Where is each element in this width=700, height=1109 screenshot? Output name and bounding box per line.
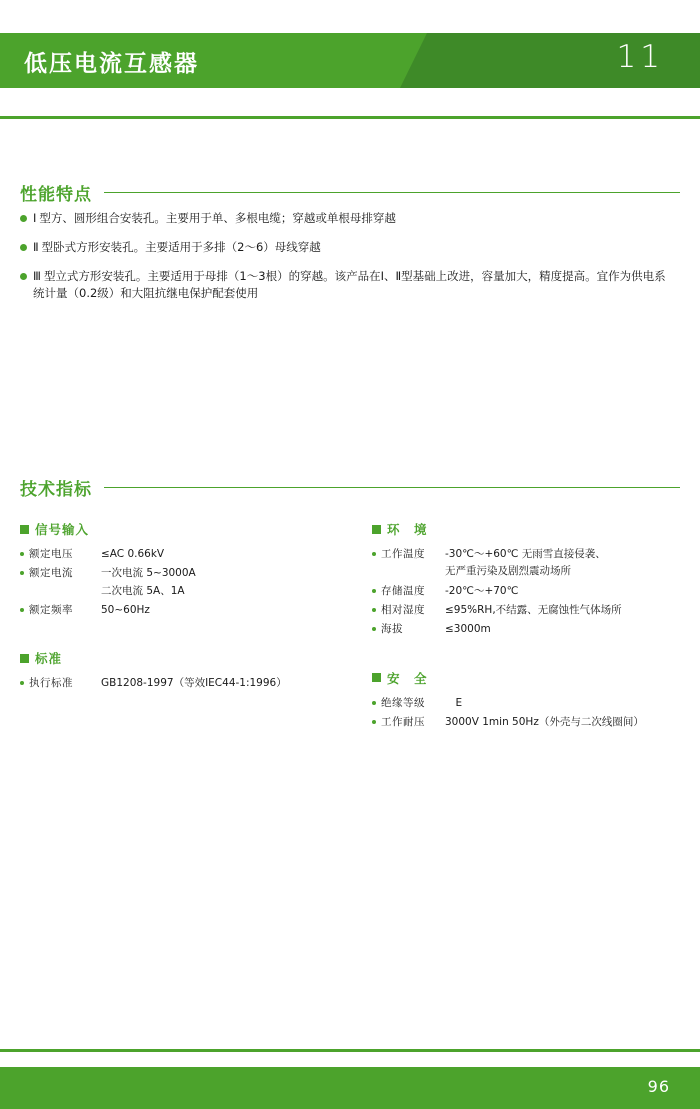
footer-divider [0,1049,700,1052]
list-item [20,268,670,304]
specs-right-column [372,520,682,753]
features-list [20,210,670,314]
square-marker-icon [20,525,29,534]
feature-body: 型立式方形安装孔。主要适用于母排（1～3根）的穿越。该产品在Ⅰ、Ⅱ型基础上改进，容量加大，精度提高。宜作为供电系统计量（0.2级）和大阻抗继电保护配套使用 [33,268,666,301]
features-heading-text: 性能特点 [20,185,92,205]
page-header [0,33,700,88]
spec-row [20,546,370,563]
specs-left-column [20,520,370,715]
spec-row [20,675,370,692]
bullet-dot-icon [372,608,376,612]
spec-value-line2: 二次电流 5A、1A [101,584,185,597]
spec-value: ≤95%RH,不结露、无腐蚀性气体场所 [445,603,622,616]
bullet-dot-icon [20,273,27,280]
spec-label: 相对湿度 [381,603,425,616]
bullet-dot-icon [372,552,376,556]
spec-label: 额定电流 [29,567,73,580]
spec-row [20,602,370,619]
spec-group-header [372,520,682,538]
feature-body: 型方、圆形组合安装孔。主要用于单、多根电缆；穿越或单根母排穿越 [39,211,396,225]
spec-value: GB1208-1997（等效IEC44-1:1996） [101,677,287,690]
list-item [20,239,670,257]
spec-label: 执行标准 [29,677,73,690]
feature-text [33,239,670,257]
spec-value-line1: 一次电流 5~3000A [101,567,196,580]
specs-section-heading [20,475,680,500]
feature-text [33,210,670,228]
feature-roman: Ⅱ [33,239,40,254]
spec-group-standard [20,649,370,692]
spec-group-name: 信号输入 [35,522,90,537]
bullet-dot-icon [372,627,376,631]
bullet-dot-icon [20,608,24,612]
page-title: 低压电流互感器 [24,51,199,77]
spec-label: 海拔 [381,623,403,636]
spec-value-line2: 无严重污染及剧烈震动场所 [445,565,571,578]
spec-label: 存储温度 [381,584,425,597]
bullet-dot-icon [20,552,24,556]
spec-value [445,546,682,581]
spec-value: -20℃～+70℃ [445,584,519,597]
features-heading-rule [104,192,680,193]
specs-heading-rule [104,487,680,488]
spec-group-header [20,649,370,667]
spec-group-header [20,520,370,538]
square-marker-icon [20,654,29,663]
bullet-dot-icon [372,720,376,724]
spec-row [372,602,682,619]
spec-label: 额定频率 [29,603,73,616]
header-divider [0,116,700,119]
spec-group-header [372,669,682,687]
spec-group-environment [372,520,682,639]
bullet-dot-icon [372,589,376,593]
spec-row [372,583,682,600]
spec-group-signal-input [20,520,370,619]
spec-row [372,546,682,581]
spec-value: E [445,696,463,709]
feature-roman: Ⅲ [33,268,42,283]
square-marker-icon [372,673,381,682]
spec-group-safety [372,669,682,732]
spec-value: ≤AC 0.66kV [101,548,165,560]
feature-roman: Ⅰ [33,211,38,225]
spec-value [101,565,370,600]
chapter-number: 11 [616,39,664,75]
spec-label: 绝缘等级 [381,696,425,709]
spec-row [372,695,682,712]
spec-value: 3000V 1min 50Hz（外壳与二次线圈间） [445,715,644,728]
bullet-dot-icon [372,701,376,705]
feature-body: 型卧式方形安装孔。主要适用于多排（2～6）母线穿越 [41,239,321,254]
page-number: 96 [647,1077,670,1096]
spec-group-name: 环 境 [387,522,428,537]
spec-label: 工作温度 [381,548,425,560]
spec-value: 50~60Hz [101,603,150,616]
spec-value: ≤3000m [445,623,491,636]
feature-text [33,268,670,304]
list-item [20,210,670,228]
spec-row [372,714,682,731]
bullet-dot-icon [20,244,27,251]
bullet-dot-icon [20,681,24,685]
spec-row [372,621,682,638]
specs-heading-text: 技术指标 [20,480,92,500]
features-section-heading [20,180,680,205]
spec-group-name: 安 全 [387,670,428,686]
spec-label: 额定电压 [29,548,73,560]
page-footer [0,1067,700,1109]
bullet-dot-icon [20,215,27,222]
spec-group-name: 标准 [35,651,63,667]
spec-label: 工作耐压 [381,715,425,728]
square-marker-icon [372,525,381,534]
spec-value-line1: -30℃～+60℃ 无雨雪直接侵袭、 [445,548,606,560]
spec-row [20,565,370,600]
bullet-dot-icon [20,571,24,575]
